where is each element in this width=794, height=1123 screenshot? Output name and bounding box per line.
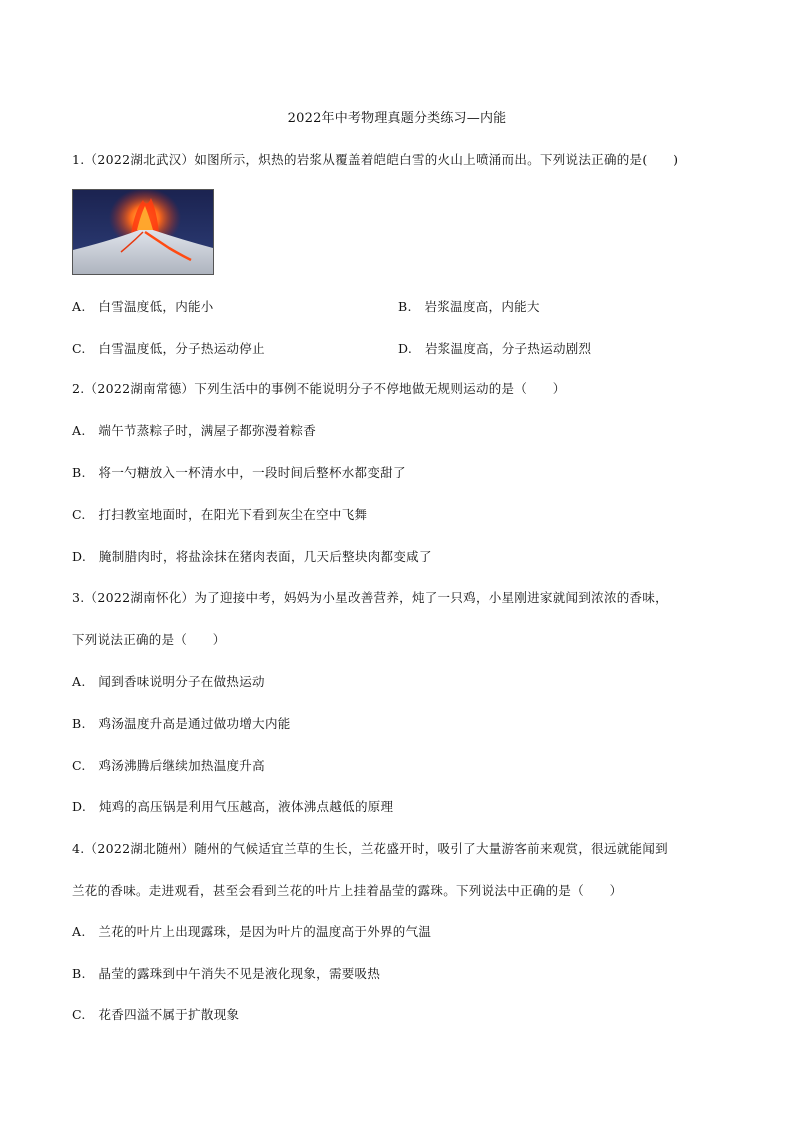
- question-1-stem: 1.（2022湖北武汉）如图所示，炽热的岩浆从覆盖着皑皑白雪的火山上喷涌而出。下列说法正确的是( ): [72, 152, 679, 167]
- question-4-option-c: C. 花香四溢不属于扩散现象: [72, 1007, 240, 1022]
- question-3-option-c: C. 鸡汤沸腾后继续加热温度升高: [72, 758, 265, 773]
- question-1-option-d: D. 岩浆温度高，分子热运动剧烈: [398, 341, 592, 356]
- volcano-image: [72, 189, 214, 275]
- question-1-option-b: B. 岩浆温度高，内能大: [398, 299, 540, 314]
- question-2-option-b: B. 将一勺糖放入一杯清水中，一段时间后整杯水都变甜了: [72, 465, 406, 480]
- question-2-option-a: A. 端午节蒸粽子时，满屋子都弥漫着粽香: [72, 423, 317, 438]
- question-3-option-d: D. 炖鸡的高压锅是利用气压越高，液体沸点越低的原理: [72, 799, 394, 814]
- question-2-option-d: D. 腌制腊肉时，将盐涂抹在猪肉表面，几天后整块肉都变咸了: [72, 549, 432, 564]
- question-3-stem-line-1: 3.（2022湖南怀化）为了迎接中考，妈妈为小星改善营养，炖了一只鸡，小星刚进家就闻到浓浓的香味，: [72, 590, 668, 605]
- question-1-option-a: A. 白雪温度低，内能小: [72, 299, 214, 314]
- question-1-option-c: C. 白雪温度低，分子热运动停止: [72, 341, 265, 356]
- question-3-option-b: B. 鸡汤温度升高是通过做功增大内能: [72, 716, 291, 731]
- question-3-option-a: A. 闻到香味说明分子在做热运动: [72, 674, 265, 689]
- question-4-option-a: A. 兰花的叶片上出现露珠，是因为叶片的温度高于外界的气温: [72, 924, 432, 939]
- question-3-stem-line-2: 下列说法正确的是（ ）: [72, 632, 226, 647]
- question-4-stem-line-2: 兰花的香味。走进观看，甚至会看到兰花的叶片上挂着晶莹的露珠。下列说法中正确的是（ ）: [72, 883, 623, 898]
- question-2-stem: 2.（2022湖南常德）下列生活中的事例不能说明分子不停地做无规则运动的是（ ）: [72, 381, 566, 396]
- question-2-option-c: C. 打扫教室地面时，在阳光下看到灰尘在空中飞舞: [72, 507, 368, 522]
- question-4-stem-line-1: 4.（2022湖北随州）随州的气候适宜兰草的生长，兰花盛开时，吸引了大量游客前来观赏，很远就能闻到: [72, 841, 668, 856]
- question-4-option-b: B. 晶莹的露珠到中午消失不见是液化现象，需要吸热: [72, 966, 381, 981]
- document-title: 2022年中考物理真题分类练习—内能: [287, 111, 507, 126]
